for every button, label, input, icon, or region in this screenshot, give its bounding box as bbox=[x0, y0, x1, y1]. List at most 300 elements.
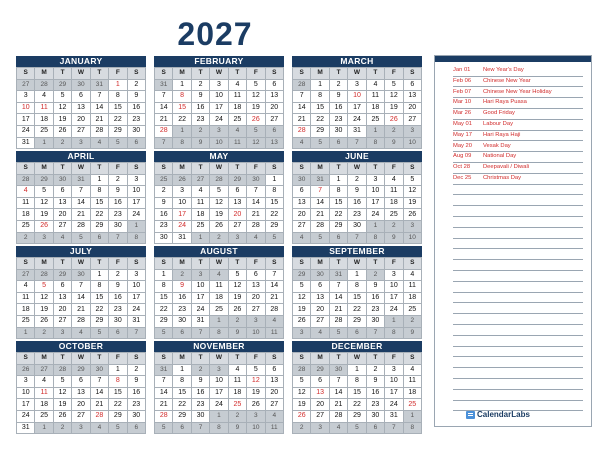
day-cell: 14 bbox=[329, 387, 347, 399]
other-month-day: 9 bbox=[228, 422, 246, 434]
month-february bbox=[154, 56, 284, 149]
day-cell: 17 bbox=[127, 197, 145, 209]
day-cell: 8 bbox=[109, 91, 127, 103]
other-month-day: 1 bbox=[366, 220, 384, 232]
weekday-header: S bbox=[403, 68, 421, 80]
day-cell: 29 bbox=[348, 315, 366, 327]
weekday-header: M bbox=[35, 258, 53, 270]
holiday-day: 1 bbox=[109, 79, 127, 91]
other-month-day: 28 bbox=[17, 174, 35, 186]
week-row bbox=[155, 220, 284, 232]
holiday-day: 11 bbox=[35, 102, 53, 114]
day-cell: 19 bbox=[53, 399, 71, 411]
day-cell: 7 bbox=[265, 269, 283, 281]
other-month-day: 2 bbox=[385, 125, 403, 137]
holiday-date: Aug 09 bbox=[453, 153, 472, 160]
week-row bbox=[155, 174, 284, 186]
holiday-day: 26 bbox=[247, 114, 265, 126]
weekday-header: T bbox=[191, 68, 209, 80]
day-cell: 20 bbox=[265, 387, 283, 399]
day-cell: 12 bbox=[210, 197, 228, 209]
holiday-day: 26 bbox=[35, 220, 53, 232]
other-month-day: 7 bbox=[191, 422, 209, 434]
weekday-header: S bbox=[155, 258, 173, 270]
day-cell: 21 bbox=[155, 114, 173, 126]
holiday-day: 9 bbox=[173, 281, 191, 293]
other-month-day: 11 bbox=[228, 137, 246, 149]
day-cell: 12 bbox=[35, 292, 53, 304]
holiday-day: 26 bbox=[293, 410, 311, 422]
day-cell: 18 bbox=[35, 114, 53, 126]
day-cell: 2 bbox=[329, 79, 347, 91]
day-cell: 23 bbox=[155, 220, 173, 232]
day-cell: 29 bbox=[109, 410, 127, 422]
other-month-day: 7 bbox=[348, 137, 366, 149]
day-cell: 17 bbox=[348, 102, 366, 114]
other-month-day: 2 bbox=[35, 327, 53, 339]
day-cell: 16 bbox=[191, 102, 209, 114]
day-cell: 28 bbox=[329, 315, 347, 327]
week-row bbox=[155, 102, 284, 114]
holiday-date: May 20 bbox=[453, 142, 473, 149]
day-cell: 15 bbox=[348, 292, 366, 304]
day-cell: 29 bbox=[90, 315, 108, 327]
day-cell: 10 bbox=[17, 387, 35, 399]
other-month-day: 4 bbox=[293, 137, 311, 149]
day-cell: 11 bbox=[17, 292, 35, 304]
day-cell: 16 bbox=[329, 102, 347, 114]
month-april bbox=[16, 151, 146, 244]
day-cell: 6 bbox=[311, 281, 329, 293]
week-row bbox=[17, 232, 146, 244]
day-cell: 5 bbox=[247, 79, 265, 91]
day-cell: 9 bbox=[109, 186, 127, 198]
week-row bbox=[293, 399, 422, 411]
day-cell: 16 bbox=[155, 209, 173, 221]
day-cell: 2 bbox=[127, 79, 145, 91]
day-cell: 28 bbox=[247, 220, 265, 232]
day-cell: 3 bbox=[17, 376, 35, 388]
day-cell: 12 bbox=[53, 387, 71, 399]
weekday-header: T bbox=[329, 163, 347, 175]
week-row bbox=[17, 364, 146, 376]
other-month-day: 31 bbox=[329, 269, 347, 281]
day-cell: 7 bbox=[293, 91, 311, 103]
other-month-day: 2 bbox=[210, 232, 228, 244]
day-cell: 30 bbox=[155, 232, 173, 244]
day-cell: 26 bbox=[293, 315, 311, 327]
other-month-day: 8 bbox=[366, 232, 384, 244]
day-cell: 13 bbox=[228, 197, 246, 209]
day-cell: 7 bbox=[155, 91, 173, 103]
other-month-day: 6 bbox=[90, 232, 108, 244]
other-month-day: 9 bbox=[385, 137, 403, 149]
other-month-day: 31 bbox=[90, 79, 108, 91]
day-cell: 23 bbox=[191, 399, 209, 411]
day-cell: 10 bbox=[210, 376, 228, 388]
day-cell: 3 bbox=[210, 79, 228, 91]
holiday-day: 26 bbox=[385, 114, 403, 126]
other-month-day: 1 bbox=[403, 410, 421, 422]
week-row bbox=[17, 315, 146, 327]
week-row bbox=[155, 91, 284, 103]
day-cell: 23 bbox=[366, 304, 384, 316]
other-month-day: 7 bbox=[127, 327, 145, 339]
weekday-header: F bbox=[385, 353, 403, 365]
other-month-day: 31 bbox=[155, 364, 173, 376]
day-cell: 18 bbox=[385, 197, 403, 209]
month-november bbox=[154, 341, 284, 434]
day-cell: 9 bbox=[127, 91, 145, 103]
day-cell: 13 bbox=[53, 197, 71, 209]
other-month-day: 31 bbox=[72, 174, 90, 186]
week-row bbox=[17, 209, 146, 221]
day-cell: 18 bbox=[191, 209, 209, 221]
day-cell: 21 bbox=[293, 114, 311, 126]
day-cell: 29 bbox=[265, 220, 283, 232]
month-table bbox=[292, 352, 422, 434]
day-cell: 14 bbox=[265, 281, 283, 293]
other-month-day: 30 bbox=[72, 79, 90, 91]
other-month-day: 28 bbox=[210, 174, 228, 186]
day-cell: 13 bbox=[72, 387, 90, 399]
weekday-header: T bbox=[90, 68, 108, 80]
day-cell: 14 bbox=[155, 387, 173, 399]
day-cell: 26 bbox=[228, 304, 246, 316]
other-month-day: 6 bbox=[109, 327, 127, 339]
day-cell: 19 bbox=[247, 102, 265, 114]
weekday-header: M bbox=[311, 353, 329, 365]
day-cell: 9 bbox=[329, 91, 347, 103]
day-cell: 19 bbox=[228, 292, 246, 304]
day-cell: 5 bbox=[385, 79, 403, 91]
week-row bbox=[155, 186, 284, 198]
day-cell: 25 bbox=[403, 304, 421, 316]
other-month-day: 10 bbox=[247, 422, 265, 434]
day-cell: 5 bbox=[210, 186, 228, 198]
day-cell: 10 bbox=[173, 197, 191, 209]
weekday-header: T bbox=[53, 163, 71, 175]
day-cell: 13 bbox=[293, 197, 311, 209]
day-cell: 3 bbox=[385, 364, 403, 376]
other-month-day: 28 bbox=[35, 79, 53, 91]
other-month-day: 4 bbox=[311, 327, 329, 339]
week-row bbox=[155, 422, 284, 434]
week-row bbox=[293, 220, 422, 232]
day-cell: 8 bbox=[348, 281, 366, 293]
weekday-header: F bbox=[385, 163, 403, 175]
day-cell: 24 bbox=[127, 304, 145, 316]
other-month-day: 9 bbox=[385, 232, 403, 244]
week-row bbox=[293, 79, 422, 91]
other-month-day: 11 bbox=[265, 327, 283, 339]
day-cell: 22 bbox=[109, 114, 127, 126]
day-cell: 28 bbox=[72, 220, 90, 232]
weekday-header: W bbox=[210, 353, 228, 365]
day-cell: 12 bbox=[228, 281, 246, 293]
day-cell: 6 bbox=[293, 186, 311, 198]
day-cell: 14 bbox=[72, 197, 90, 209]
holiday-day: 15 bbox=[173, 102, 191, 114]
other-month-day: 7 bbox=[109, 232, 127, 244]
day-cell: 22 bbox=[90, 304, 108, 316]
other-month-day: 4 bbox=[265, 410, 283, 422]
other-month-day: 29 bbox=[293, 269, 311, 281]
day-cell: 9 bbox=[127, 376, 145, 388]
other-month-day: 13 bbox=[265, 137, 283, 149]
month-table bbox=[154, 67, 284, 149]
weekday-header: S bbox=[293, 353, 311, 365]
month-header: JANUARY bbox=[16, 56, 146, 67]
other-month-day: 8 bbox=[127, 232, 145, 244]
other-month-day: 29 bbox=[35, 174, 53, 186]
weekday-header: F bbox=[109, 258, 127, 270]
day-cell: 24 bbox=[366, 209, 384, 221]
day-cell: 13 bbox=[311, 292, 329, 304]
other-month-day: 29 bbox=[53, 79, 71, 91]
week-row bbox=[293, 91, 422, 103]
week-row bbox=[155, 125, 284, 137]
other-month-day: 8 bbox=[210, 327, 228, 339]
weekday-header: S bbox=[155, 68, 173, 80]
day-cell: 1 bbox=[329, 174, 347, 186]
other-month-day: 2 bbox=[293, 422, 311, 434]
weekday-header: T bbox=[329, 353, 347, 365]
other-month-day: 4 bbox=[228, 125, 246, 137]
day-cell: 5 bbox=[293, 281, 311, 293]
week-row bbox=[293, 137, 422, 149]
other-month-day: 2 bbox=[228, 410, 246, 422]
day-cell: 4 bbox=[403, 269, 421, 281]
day-cell: 11 bbox=[17, 197, 35, 209]
weekday-header: T bbox=[366, 353, 384, 365]
day-cell: 9 bbox=[191, 91, 209, 103]
day-cell: 2 bbox=[109, 269, 127, 281]
day-cell: 1 bbox=[173, 79, 191, 91]
other-month-day: 8 bbox=[403, 422, 421, 434]
other-month-day: 8 bbox=[173, 137, 191, 149]
week-row bbox=[155, 327, 284, 339]
month-header: JUNE bbox=[292, 151, 422, 162]
day-cell: 21 bbox=[90, 399, 108, 411]
week-row bbox=[155, 399, 284, 411]
other-month-day: 3 bbox=[72, 422, 90, 434]
other-month-day: 7 bbox=[366, 327, 384, 339]
month-table bbox=[154, 352, 284, 434]
day-cell: 8 bbox=[311, 91, 329, 103]
week-row bbox=[17, 125, 146, 137]
week-row bbox=[293, 304, 422, 316]
holiday-date: May 01 bbox=[453, 121, 473, 127]
months-grid bbox=[16, 56, 426, 431]
holiday-day: 10 bbox=[17, 102, 35, 114]
weekday-header: W bbox=[348, 258, 366, 270]
other-month-day: 10 bbox=[247, 327, 265, 339]
weekday-header: T bbox=[228, 163, 246, 175]
day-cell: 16 bbox=[366, 292, 384, 304]
weekday-header: W bbox=[72, 68, 90, 80]
weekday-header: S bbox=[293, 163, 311, 175]
other-month-day: 9 bbox=[191, 137, 209, 149]
weekday-header: S bbox=[155, 353, 173, 365]
day-cell: 21 bbox=[265, 292, 283, 304]
day-cell: 15 bbox=[109, 102, 127, 114]
day-cell: 26 bbox=[403, 209, 421, 221]
other-month-day: 2 bbox=[17, 232, 35, 244]
day-cell: 5 bbox=[35, 186, 53, 198]
day-cell: 18 bbox=[228, 102, 246, 114]
day-cell: 6 bbox=[247, 269, 265, 281]
month-january bbox=[16, 56, 146, 149]
week-row bbox=[17, 79, 146, 91]
day-cell: 27 bbox=[265, 399, 283, 411]
weekday-header: F bbox=[109, 353, 127, 365]
weekday-header: M bbox=[173, 258, 191, 270]
month-june bbox=[292, 151, 422, 244]
weekday-header: W bbox=[348, 163, 366, 175]
day-cell: 14 bbox=[311, 197, 329, 209]
weekday-header: T bbox=[329, 258, 347, 270]
day-cell: 12 bbox=[293, 292, 311, 304]
day-cell: 15 bbox=[348, 387, 366, 399]
day-cell: 17 bbox=[385, 387, 403, 399]
weekday-header: S bbox=[265, 68, 283, 80]
day-cell: 26 bbox=[53, 410, 71, 422]
holiday-day: 20 bbox=[228, 209, 246, 221]
day-cell: 18 bbox=[210, 292, 228, 304]
weekday-header: S bbox=[265, 353, 283, 365]
other-month-day: 30 bbox=[247, 174, 265, 186]
weekday-header: S bbox=[17, 163, 35, 175]
other-month-day: 2 bbox=[53, 422, 71, 434]
day-cell: 2 bbox=[155, 186, 173, 198]
weekday-header: T bbox=[228, 68, 246, 80]
other-month-day: 4 bbox=[293, 232, 311, 244]
weekday-header: M bbox=[173, 353, 191, 365]
day-cell: 4 bbox=[228, 79, 246, 91]
day-cell: 3 bbox=[127, 269, 145, 281]
holiday-panel bbox=[434, 55, 592, 427]
other-month-day: 9 bbox=[228, 327, 246, 339]
other-month-day: 26 bbox=[17, 364, 35, 376]
other-month-day: 11 bbox=[265, 422, 283, 434]
other-month-day: 1 bbox=[366, 125, 384, 137]
holiday-day: 28 bbox=[293, 125, 311, 137]
day-cell: 30 bbox=[109, 220, 127, 232]
day-cell: 6 bbox=[72, 376, 90, 388]
other-month-day: 4 bbox=[265, 315, 283, 327]
holiday-day: 17 bbox=[173, 209, 191, 221]
week-row bbox=[155, 269, 284, 281]
other-month-day: 28 bbox=[35, 269, 53, 281]
other-month-day: 5 bbox=[311, 232, 329, 244]
month-table bbox=[292, 162, 422, 244]
other-month-day: 28 bbox=[293, 364, 311, 376]
other-month-day: 4 bbox=[210, 269, 228, 281]
day-cell: 8 bbox=[90, 281, 108, 293]
day-cell: 29 bbox=[311, 125, 329, 137]
other-month-day: 1 bbox=[173, 125, 191, 137]
week-row bbox=[17, 281, 146, 293]
day-cell: 21 bbox=[90, 114, 108, 126]
holiday-day: 12 bbox=[247, 376, 265, 388]
day-cell: 6 bbox=[53, 281, 71, 293]
day-cell: 10 bbox=[385, 281, 403, 293]
weekday-header: S bbox=[403, 163, 421, 175]
day-cell: 11 bbox=[191, 197, 209, 209]
other-month-day: 4 bbox=[53, 232, 71, 244]
holiday-day: 7 bbox=[311, 186, 329, 198]
day-cell: 9 bbox=[191, 376, 209, 388]
day-cell: 21 bbox=[247, 209, 265, 221]
day-cell: 23 bbox=[348, 209, 366, 221]
month-table bbox=[16, 352, 146, 434]
holiday-day: 10 bbox=[348, 91, 366, 103]
day-cell: 21 bbox=[72, 209, 90, 221]
day-cell: 4 bbox=[385, 174, 403, 186]
day-cell: 27 bbox=[72, 410, 90, 422]
day-cell: 20 bbox=[293, 209, 311, 221]
week-row bbox=[155, 114, 284, 126]
month-march bbox=[292, 56, 422, 149]
holiday-name: Good Friday bbox=[483, 110, 515, 117]
day-cell: 29 bbox=[90, 220, 108, 232]
other-month-day: 3 bbox=[247, 315, 265, 327]
weekday-header: T bbox=[366, 258, 384, 270]
other-month-day: 7 bbox=[385, 422, 403, 434]
day-cell: 22 bbox=[311, 114, 329, 126]
day-cell: 21 bbox=[72, 304, 90, 316]
other-month-day: 1 bbox=[127, 220, 145, 232]
day-cell: 2 bbox=[127, 364, 145, 376]
other-month-day: 2 bbox=[228, 315, 246, 327]
weekday-header: W bbox=[348, 68, 366, 80]
week-row bbox=[17, 269, 146, 281]
day-cell: 9 bbox=[109, 281, 127, 293]
day-cell: 9 bbox=[366, 281, 384, 293]
weekday-header: T bbox=[53, 353, 71, 365]
day-cell: 18 bbox=[366, 102, 384, 114]
other-month-day: 2 bbox=[191, 125, 209, 137]
weekday-header: S bbox=[265, 163, 283, 175]
other-month-day: 6 bbox=[173, 327, 191, 339]
holiday-day: 24 bbox=[173, 220, 191, 232]
day-cell: 20 bbox=[265, 102, 283, 114]
day-cell: 16 bbox=[109, 292, 127, 304]
weekday-header: F bbox=[385, 68, 403, 80]
day-cell: 29 bbox=[155, 315, 173, 327]
week-row bbox=[293, 364, 422, 376]
day-cell: 8 bbox=[173, 376, 191, 388]
day-cell: 1 bbox=[90, 269, 108, 281]
day-cell: 14 bbox=[90, 387, 108, 399]
weekday-header: M bbox=[173, 68, 191, 80]
holiday-day: 4 bbox=[17, 186, 35, 198]
week-row bbox=[155, 79, 284, 91]
other-month-day: 6 bbox=[329, 137, 347, 149]
weekday-header: F bbox=[247, 163, 265, 175]
day-cell: 30 bbox=[191, 410, 209, 422]
day-cell: 7 bbox=[90, 376, 108, 388]
day-cell: 5 bbox=[53, 91, 71, 103]
day-cell: 6 bbox=[265, 79, 283, 91]
day-cell: 27 bbox=[72, 125, 90, 137]
day-cell: 17 bbox=[366, 197, 384, 209]
week-row bbox=[293, 186, 422, 198]
day-cell: 20 bbox=[311, 304, 329, 316]
day-cell: 26 bbox=[247, 399, 265, 411]
day-cell: 2 bbox=[109, 174, 127, 186]
